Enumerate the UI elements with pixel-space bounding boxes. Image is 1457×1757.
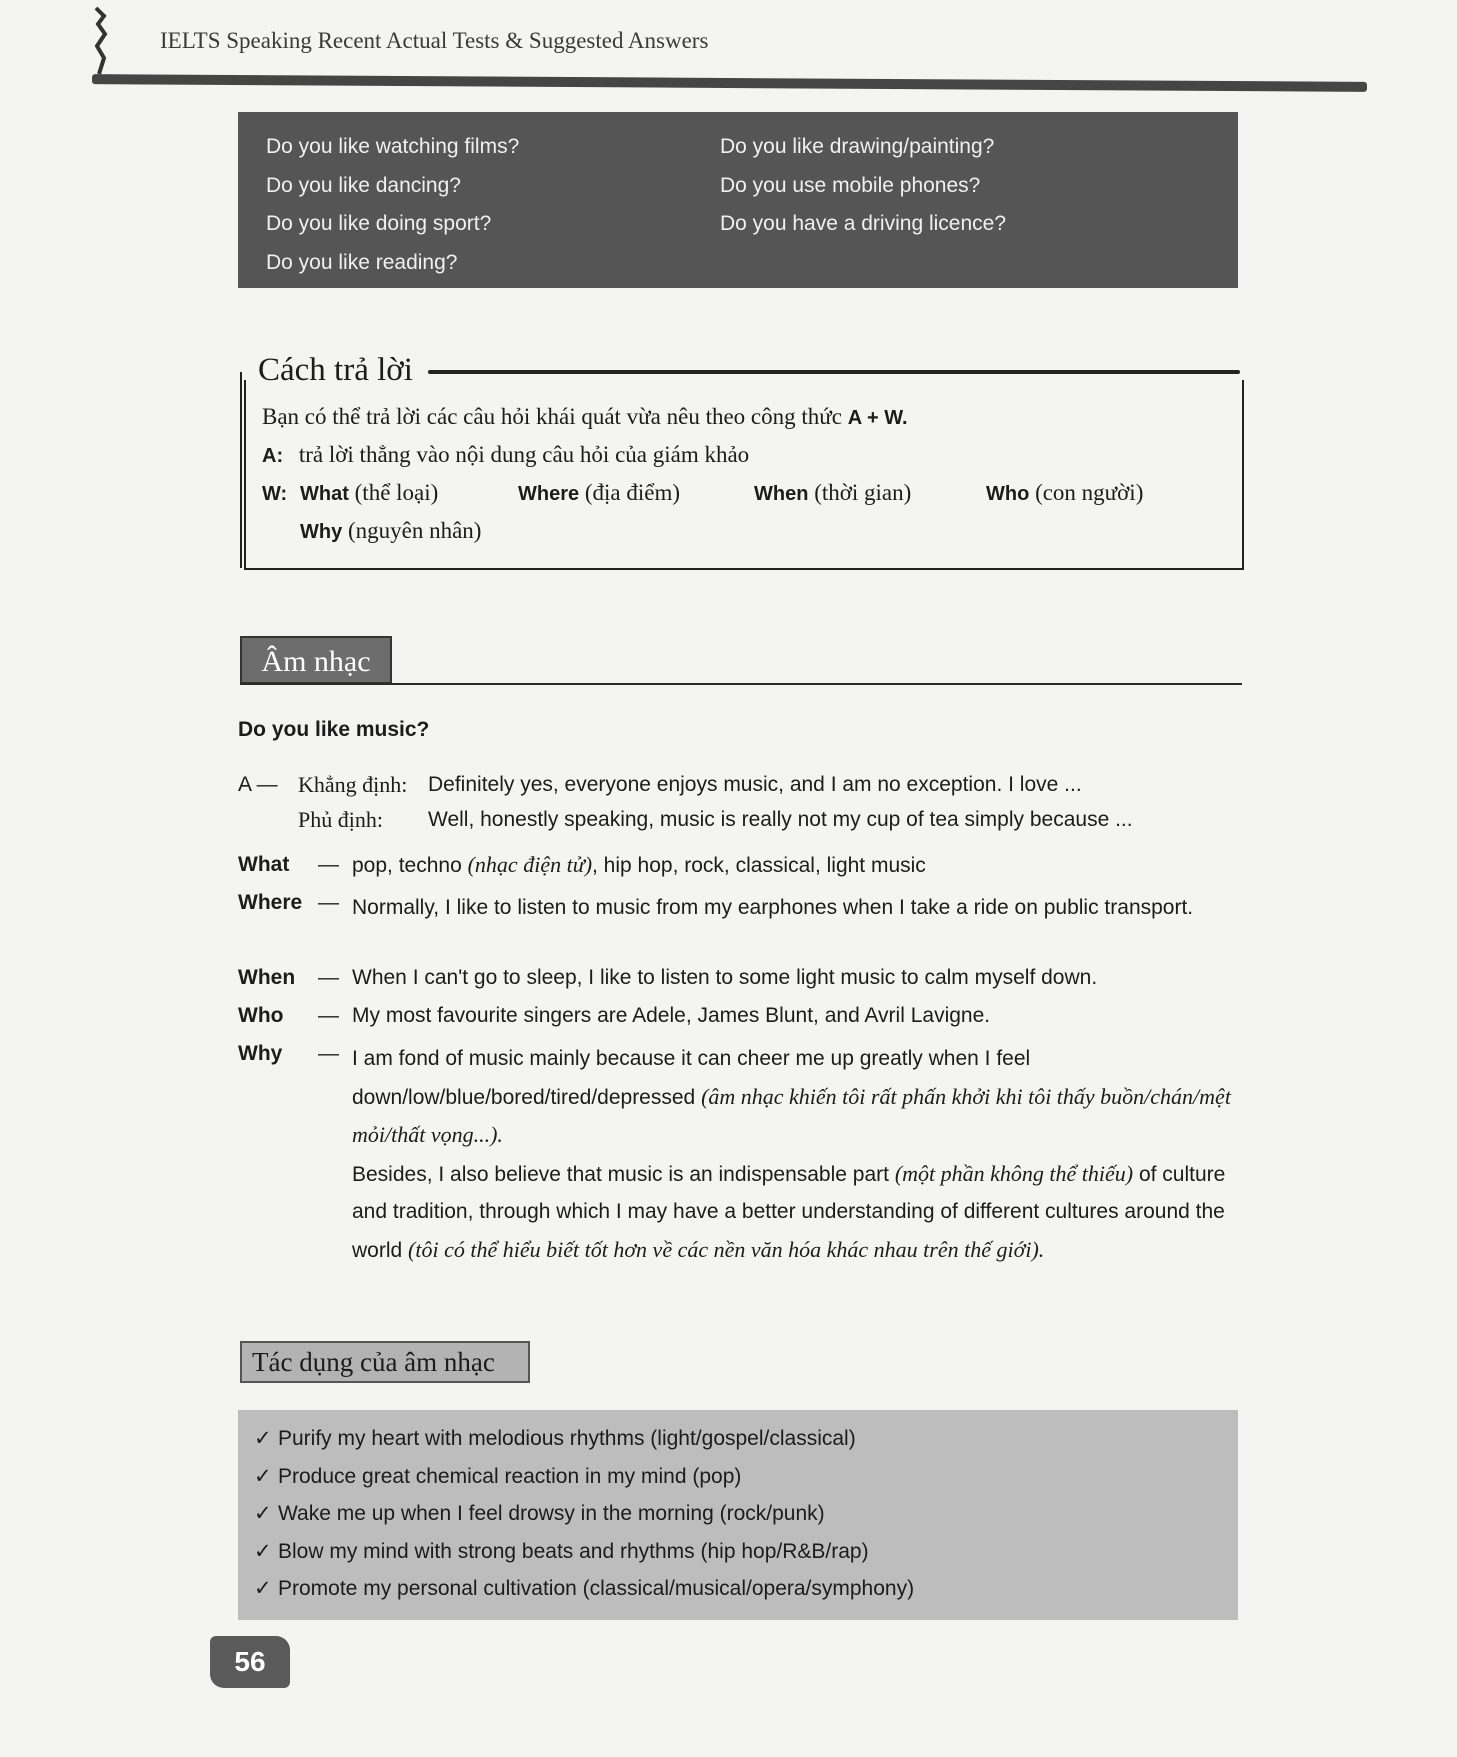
what-label: What (238, 853, 290, 876)
check-icon: ✓ (254, 1502, 272, 1525)
w-item-when: When (thời gian) (754, 480, 912, 505)
section-heading: Âm nhạc (240, 636, 392, 684)
method-box-edge (240, 372, 242, 568)
question-column-right (720, 128, 1006, 244)
check-icon: ✓ (254, 1464, 272, 1488)
running-header: IELTS Speaking Recent Actual Tests & Suggested Answers (160, 28, 709, 53)
list-item: ✓ Produce great chemical reaction in my mind (pop) (254, 1458, 1238, 1496)
w-item-why: Why (nguyên nhân) (300, 518, 482, 543)
when-answer: When I can't go to sleep, I like to listen to some light music to calm myself down. (352, 966, 1098, 989)
check-icon: ✓ (254, 1427, 272, 1450)
w-item-who: Who (con người) (986, 480, 1144, 505)
method-a-line: A: trả lời thẳng vào nội dung câu hỏi của giám khảo (262, 442, 750, 467)
spine-ornament-icon (92, 6, 110, 76)
question-list-box (238, 112, 1238, 288)
why-label: Why (238, 1042, 283, 1065)
what-answer: pop, techno (nhạc điện tử), hip hop, rock, classical, light music (352, 852, 926, 877)
affirm-label: Khẳng định: (298, 772, 408, 797)
question-item: Do you like doing sport? (266, 212, 492, 235)
effects-list (238, 1410, 1238, 1608)
dash: — (318, 1042, 339, 1065)
list-item: ✓ Blow my mind with strong beats and rhythms (hip hop/R&B/rap) (254, 1533, 1238, 1571)
method-title: Cách trả lời (258, 352, 413, 388)
section-rule (240, 683, 1242, 685)
method-w-label: W: (262, 483, 288, 505)
who-label: Who (238, 1004, 284, 1027)
w-item-where: Where (địa điểm) (518, 480, 681, 505)
check-icon: ✓ (254, 1539, 272, 1563)
list-item: ✓ Promote my personal cultivation (classical/musical/opera/symphony) (254, 1570, 1238, 1608)
dash: — (318, 1004, 339, 1027)
where-answer: Normally, I like to listen to music from my earphones when I take a ride on public transport. (352, 896, 1194, 919)
page-number: 56 (210, 1636, 290, 1688)
who-answer: My most favourite singers are Adele, James Blunt, and Avril Lavigne. (352, 1004, 991, 1027)
a-marker: A — (238, 773, 278, 796)
question-column-left (266, 128, 519, 282)
question-item: Do you like dancing? (266, 173, 461, 197)
list-item: ✓ Purify my heart with melodious rhythms (light/gospel/classical) (254, 1420, 1238, 1458)
main-question: Do you like music? (238, 718, 430, 741)
header-rule (92, 74, 1367, 92)
dash: — (318, 853, 339, 876)
dash: — (318, 891, 339, 914)
neg-label: Phủ định: (298, 807, 383, 832)
question-item: Do you have a driving licence? (720, 212, 1007, 235)
question-item: Do you like watching films? (266, 135, 520, 158)
question-item: Do you like drawing/painting? (720, 135, 995, 158)
method-intro: Bạn có thể trả lời các câu hỏi khái quát vừa nêu theo công thức A + W. (262, 404, 908, 429)
affirm-text: Definitely yes, everyone enjoys music, and I am no exception. I love ... (428, 773, 1082, 796)
dash: — (318, 966, 339, 989)
method-formula: A + W. (847, 407, 908, 429)
neg-text: Well, honestly speaking, music is really not my cup of tea simply because ... (428, 808, 1133, 831)
method-title-rule (428, 370, 1240, 374)
where-label: Where (238, 891, 303, 914)
check-icon: ✓ (254, 1577, 272, 1600)
list-item: ✓ Wake me up when I feel drowsy in the morning (rock/punk) (254, 1495, 1238, 1533)
question-item: Do you like reading? (266, 250, 458, 274)
question-item: Do you use mobile phones? (720, 173, 981, 197)
effects-box (238, 1410, 1238, 1620)
w-item-what: What (thể loại) (300, 480, 439, 505)
method-box (244, 380, 1244, 570)
why-answer: I am fond of music mainly because it can cheer me up greatly when I feel down/low/blue/bored/tired/depressed (âm nhạc khiến tôi rất phấn khởi khi tôi thấy buồn/chán/mệt mỏi/thất vọng...). Besides, I also believe that music is an indispensable part (một phần không thể thiếu) of culture and tradition, through which I may have a better understanding of different cultures around the world (tôi có thể hiểu biết tốt hơn về các nền văn hóa khác nhau trên thế giới). (352, 1047, 1231, 1262)
when-label: When (238, 966, 296, 989)
effects-heading: Tác dụng của âm nhạc (240, 1341, 530, 1383)
